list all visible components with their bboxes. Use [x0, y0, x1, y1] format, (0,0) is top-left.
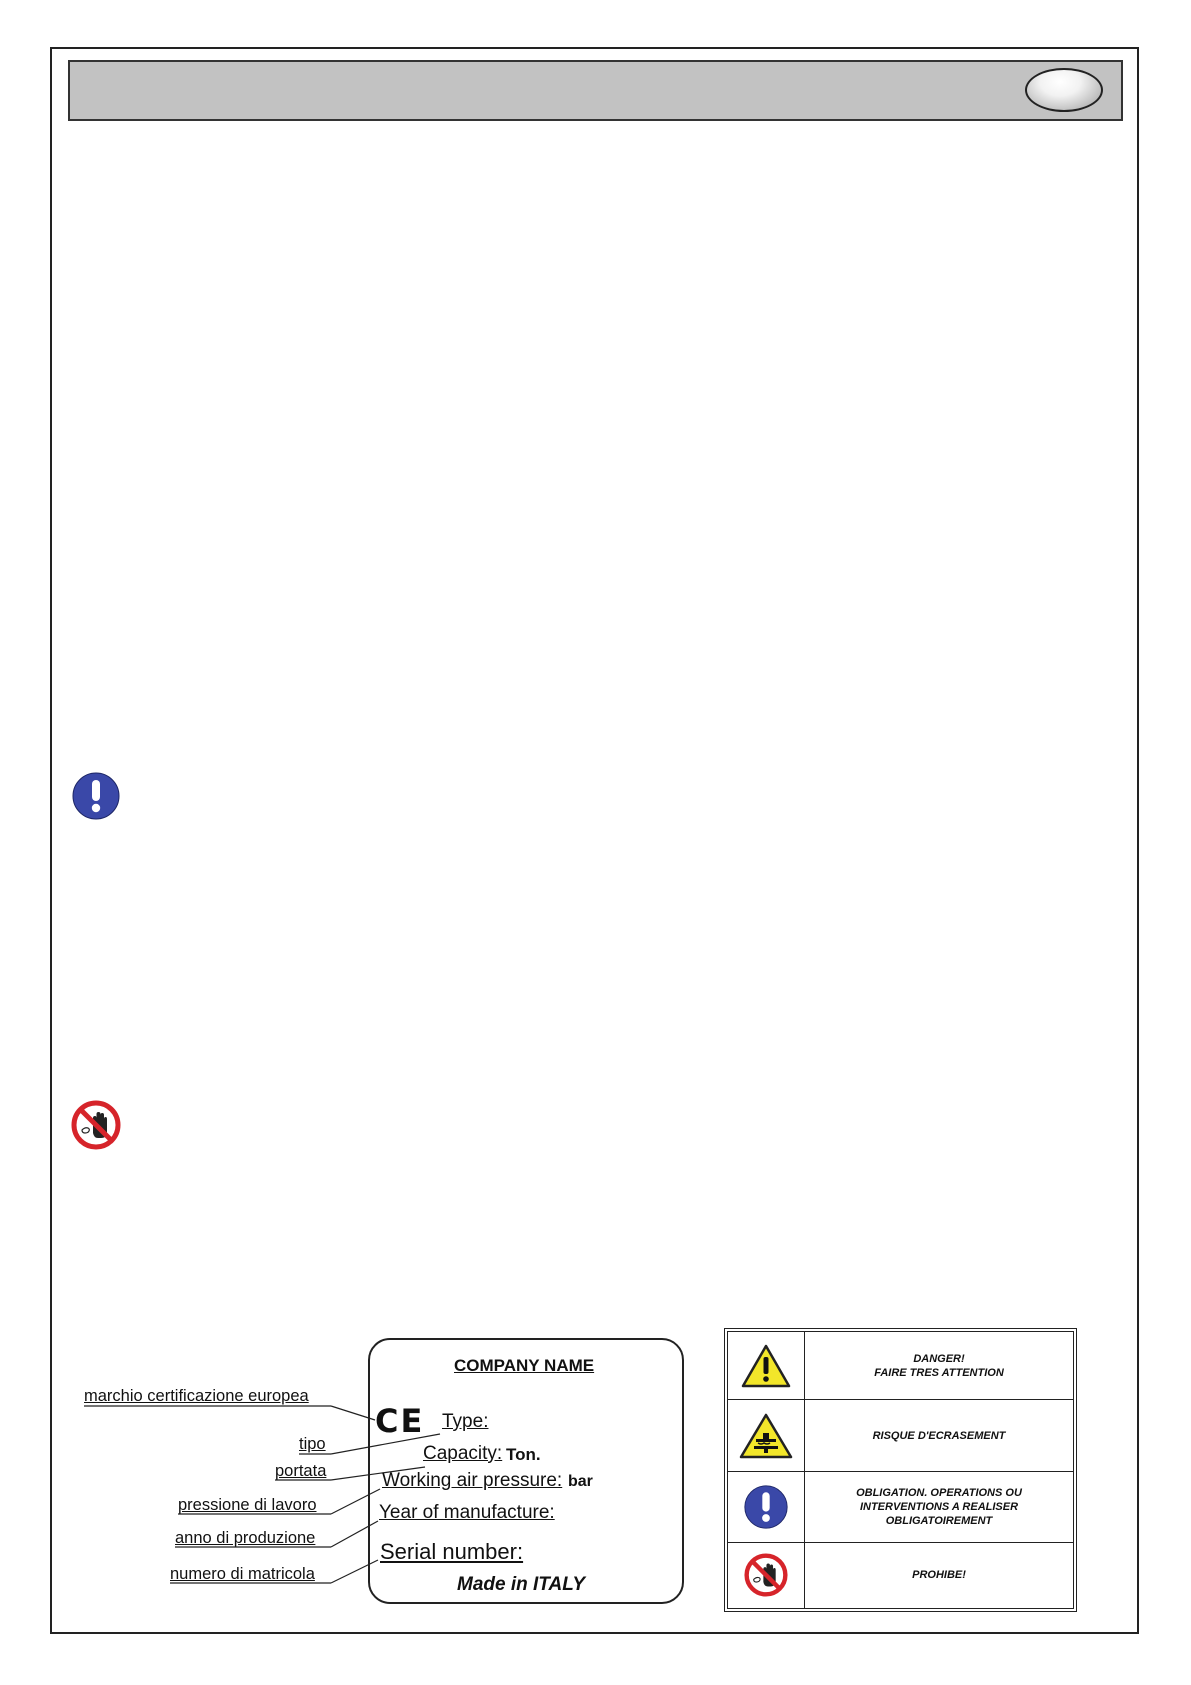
capacity-label: Capacity:: [423, 1443, 503, 1464]
header-bar: [68, 60, 1123, 121]
page-number-badge: [1025, 68, 1103, 112]
mandatory-info-icon: [71, 771, 121, 821]
legend-text-line: DANGER!: [913, 1352, 965, 1365]
legend-text-line: RISQUE D'ECRASEMENT: [872, 1429, 1006, 1442]
pressure-unit: bar: [568, 1473, 593, 1490]
legend-text-line: OBLIGATOIREMENT: [885, 1515, 993, 1528]
made-in-label: Made in ITALY: [457, 1574, 586, 1595]
legend-text-line: FAIRE TRES ATTENTION: [874, 1366, 1004, 1379]
legend-row: [728, 1400, 1074, 1472]
no-hands-prohibition-icon: [744, 1553, 788, 1597]
pressure-label: Working air pressure:: [382, 1470, 563, 1491]
legend-row: [728, 1472, 1074, 1542]
warning-triangle-icon: [741, 1344, 791, 1388]
company-name: COMPANY NAME: [454, 1356, 595, 1375]
callout-capacity-label: portata: [275, 1462, 327, 1480]
no-hands-prohibition-icon: [71, 1100, 121, 1150]
legend-row: [728, 1332, 1074, 1400]
legend-text-line: INTERVENTIONS A REALISER: [859, 1501, 1019, 1514]
legend-row: [728, 1542, 1074, 1608]
legend-text-line: PROHIBE!: [912, 1569, 966, 1582]
year-label: Year of manufacture:: [379, 1502, 555, 1523]
serial-label: Serial number:: [380, 1539, 524, 1564]
callout-pressure-label: pressione di lavoro: [178, 1496, 317, 1514]
mandatory-info-icon: [743, 1484, 789, 1530]
legend-text-line: OBLIGATION. OPERATIONS OU: [856, 1487, 1022, 1500]
capacity-unit: Ton.: [506, 1445, 541, 1464]
safety-legend-table: [727, 1331, 1074, 1609]
callout-type-label: tipo: [299, 1435, 326, 1453]
callout-serial-label: numero di matricola: [170, 1565, 315, 1583]
callout-ce-label: marchio certificazione europea: [84, 1387, 309, 1405]
callout-year-label: anno di produzione: [175, 1529, 316, 1547]
ce-mark: CE: [375, 1402, 425, 1440]
crush-hazard-icon: [739, 1413, 793, 1459]
type-label: Type:: [442, 1411, 489, 1432]
